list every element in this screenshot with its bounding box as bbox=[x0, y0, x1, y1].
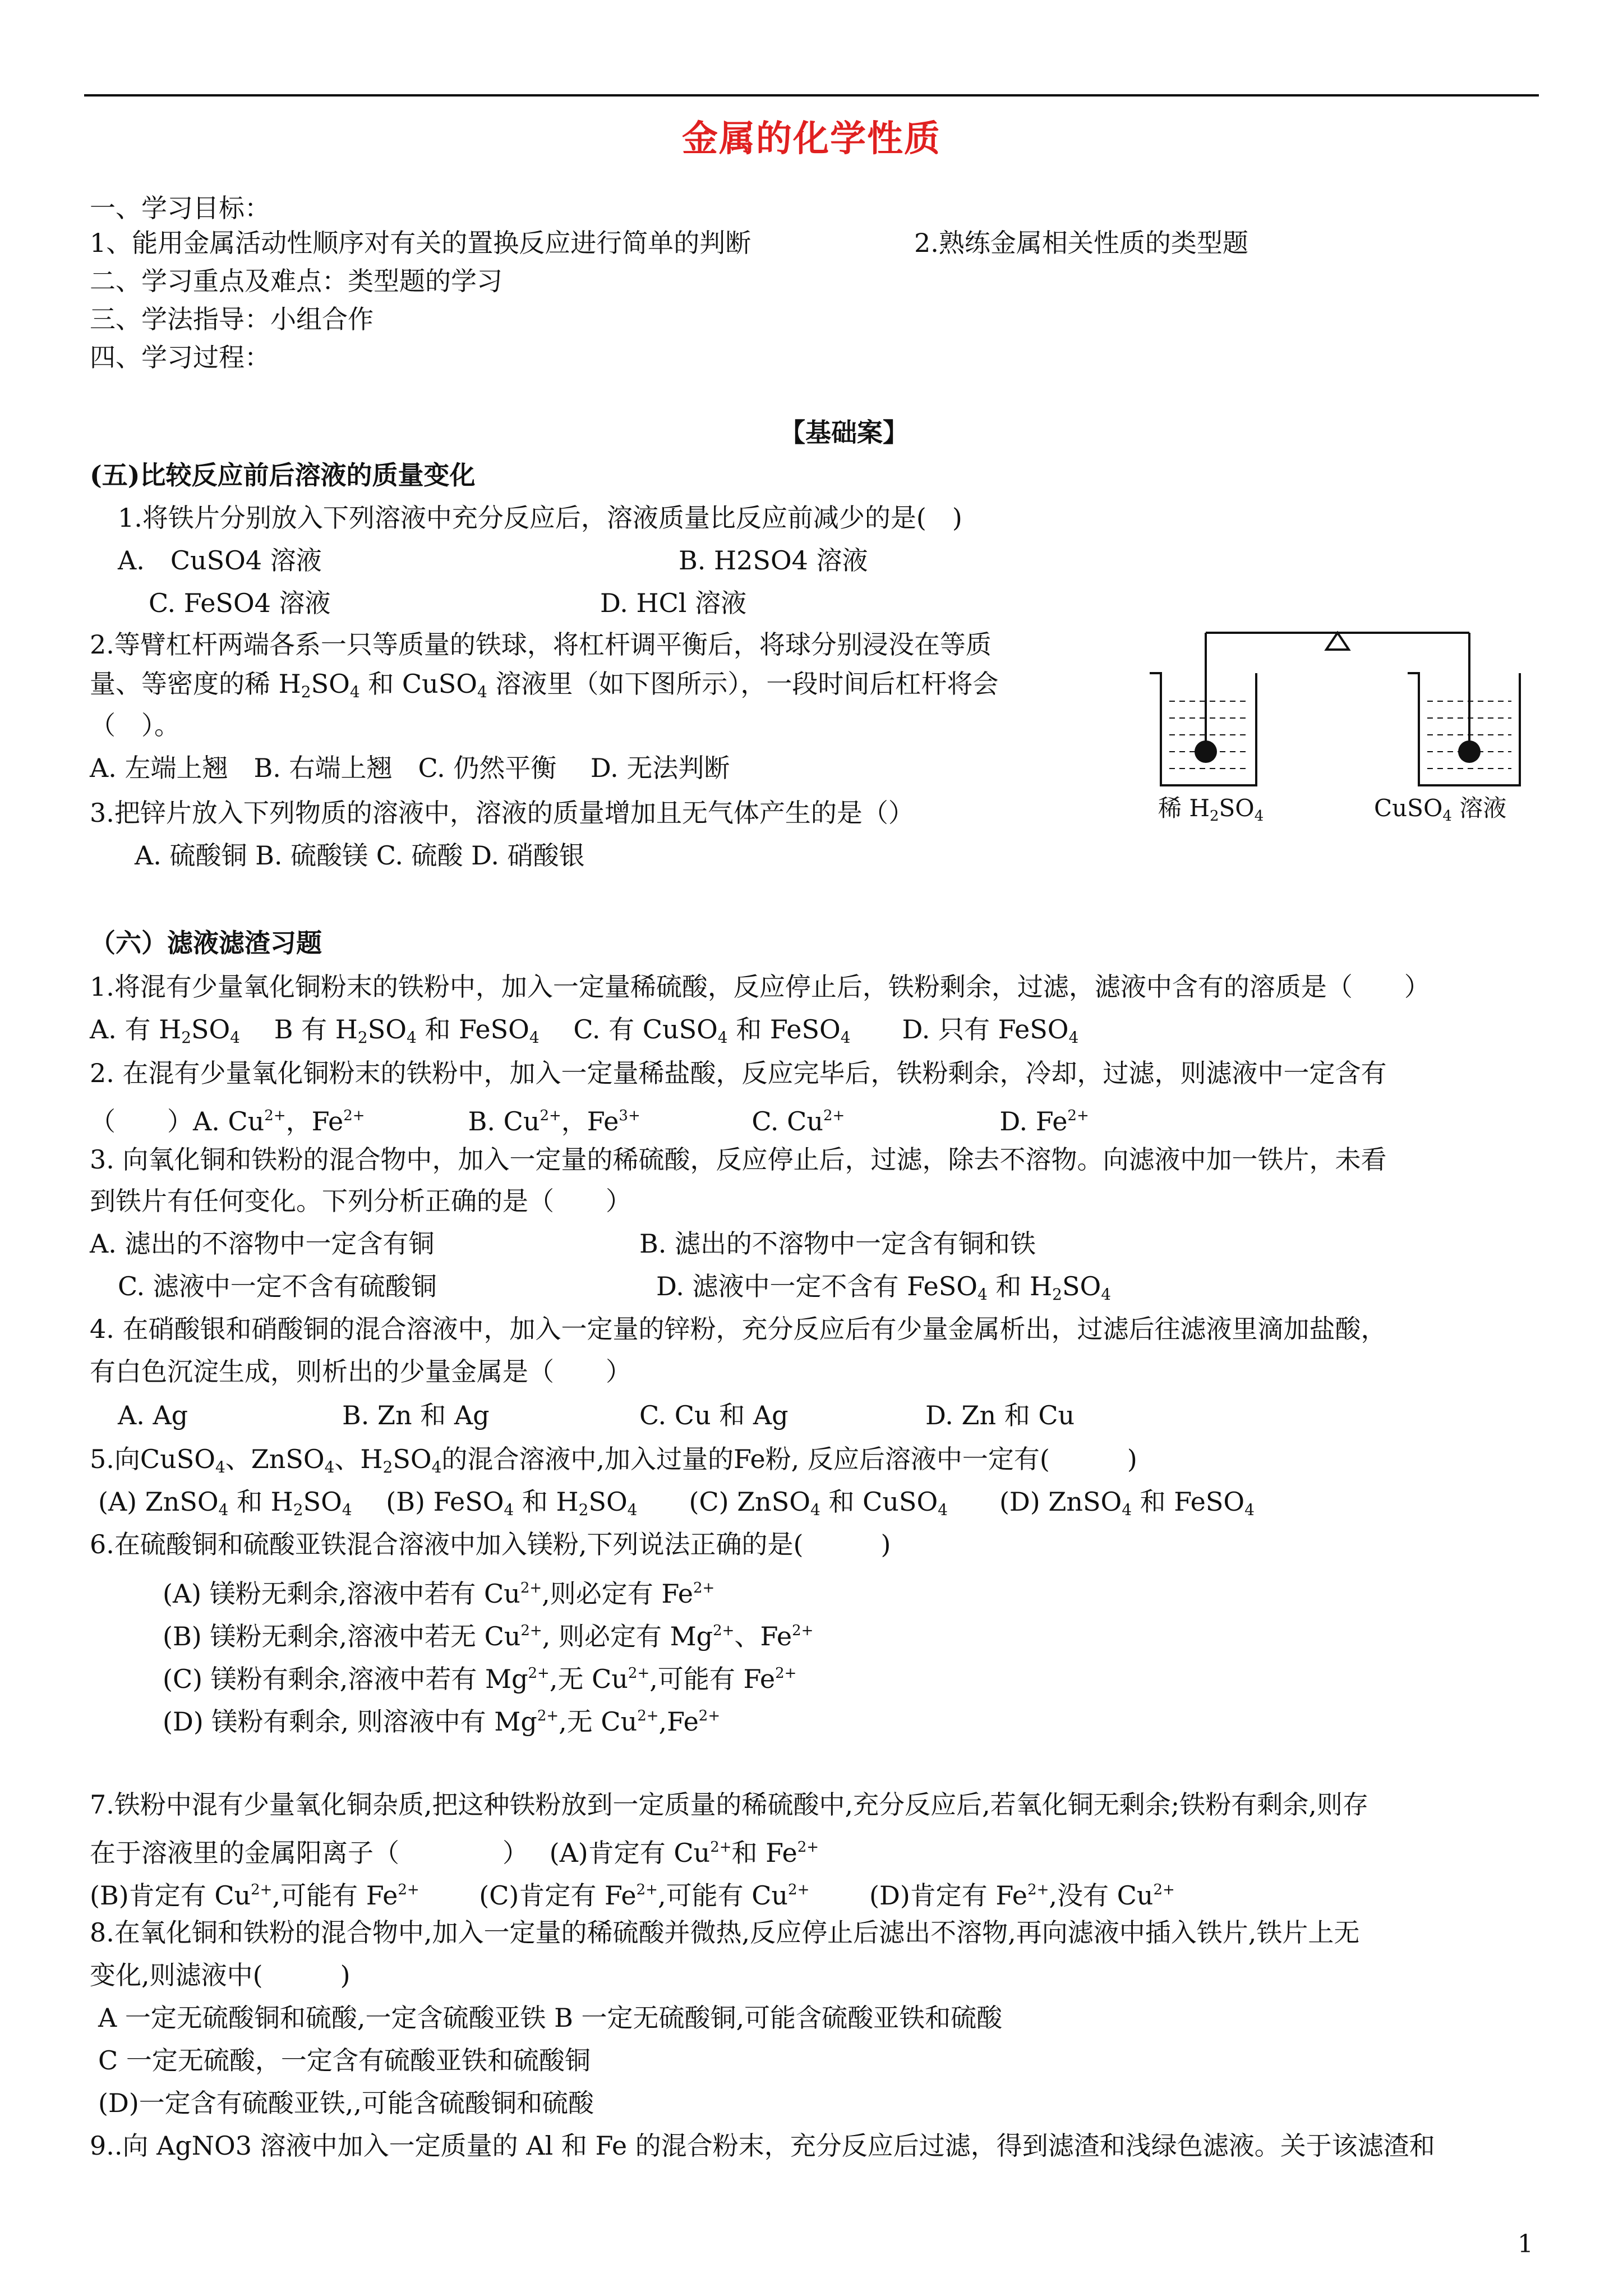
p6-q8-stem2: 变化,则滤液中( ) bbox=[90, 1960, 351, 1990]
p6-q6-option-c: (C) 镁粉有剩余,溶液中若有 $Mg^{2+}$,无 $Cu^{2+}$,可能有 $Fe^{2+}$ bbox=[163, 1664, 797, 1694]
right-iron-ball-icon bbox=[1458, 740, 1481, 763]
p5-q1-option-a: A. CuSO4 溶液 bbox=[118, 545, 322, 576]
p6-q1-options: A. 有 $H_2SO_4$ B 有 $H_2SO_4$ 和 FeSO$_4$ C. 有 CuSO$_4$ 和 FeSO$_4$ D. 只有 FeSO$_4$ bbox=[90, 1014, 1079, 1047]
p6-q5-options: (A) ZnSO$_4$ 和 $H_2SO_4$ (B) FeSO$_4$ 和 $H_2SO_4$ (C) ZnSO$_4$ 和 CuSO$_4$ (D) ZnSO$_4$ 和 FeSO$_4$ bbox=[98, 1487, 1255, 1519]
part6-heading: （六）滤液滤渣习题 bbox=[90, 928, 322, 958]
top-rule bbox=[84, 94, 1539, 96]
goals-heading: 一、学习目标： bbox=[90, 193, 270, 223]
lever-balance-icon bbox=[1206, 633, 1469, 746]
p6-q5-stem: 5.向CuSO$_4$、ZnSO$_4$、$H_2SO_4$的混合溶液中,加入过量的Fe粉, 反应后溶液中一定有( ) bbox=[90, 1444, 1137, 1476]
left-beaker-icon bbox=[1150, 673, 1256, 785]
goal-1: 1、能用金属活动性顺序对有关的置换反应进行简单的判断 bbox=[90, 228, 751, 258]
p6-q3-option-b: B. 滤出的不溶物中一定含有铜和铁 bbox=[639, 1228, 1036, 1259]
p6-q3-option-a: A. 滤出的不溶物中一定含有铜 bbox=[90, 1228, 435, 1259]
p6-q8-option-d: (D)一定含有硫酸亚铁,,可能含硫酸铜和硫酸 bbox=[98, 2088, 594, 2118]
p6-q7-options: (B)肯定有 $Cu^{2+}$,可能有 $Fe^{2+}$ (C)肯定有 $Fe^{2+}$,可能有 $Cu^{2+}$ (D)肯定有 $Fe^{2+}$,没有 $Cu^{2+}$ bbox=[90, 1880, 1175, 1911]
p5-q1-option-d: D. HCl 溶液 bbox=[600, 588, 747, 618]
p5-q2-line1: 2.等臂杠杆两端各系一只等质量的铁球，将杠杆调平衡后，将球分别浸没在等质 bbox=[90, 629, 992, 660]
p6-q6-option-a: (A) 镁粉无剩余,溶液中若有 $Cu^{2+}$,则必定有 $Fe^{2+}$ bbox=[163, 1579, 715, 1609]
figure-label-left: 稀 H2SO4 bbox=[1158, 794, 1264, 825]
page-number: 1 bbox=[1518, 2230, 1533, 2258]
lever-beaker-figure bbox=[1138, 617, 1565, 830]
p6-q4-stem2: 有白色沉淀生成，则析出的少量金属是（ ） bbox=[90, 1356, 631, 1387]
p5-q2-options: A. 左端上翘 B. 右端上翘 C. 仍然平衡 D. 无法判断 bbox=[90, 753, 730, 783]
left-iron-ball-icon bbox=[1195, 740, 1217, 763]
p6-q8-stem1: 8.在氧化铜和铁粉的混合物中,加入一定量的稀硫酸并微热,反应停止后滤出不溶物,再向滤液中插入铁片,铁片上无 bbox=[90, 1917, 1360, 1948]
page-title: 金属的化学性质 bbox=[682, 118, 941, 160]
p5-q1-option-c: C. FeSO4 溶液 bbox=[149, 588, 331, 618]
figure-label-right: CuSO4 溶液 bbox=[1374, 794, 1507, 825]
p6-q8-option-c: C 一定无硫酸，一定含有硫酸亚铁和硫酸铜 bbox=[98, 2045, 591, 2076]
p6-q6-option-d: (D) 镁粉有剩余, 则溶液中有 $Mg^{2+}$,无 $Cu^{2+},Fe^{2+}$ bbox=[163, 1706, 721, 1737]
p6-q9-stem: 9..向 AgNO3 溶液中加入一定质量的 Al 和 Fe 的混合粉末，充分反应后过滤，得到滤渣和浅绿色滤液。关于该滤渣和 bbox=[90, 2131, 1435, 2161]
p6-q3-stem2: 到铁片有任何变化。下列分析正确的是（ ） bbox=[90, 1186, 631, 1216]
p6-q2-stem: 2. 在混有少量氧化铜粉末的铁粉中，加入一定量稀盐酸，反应完毕后，铁粉剩余，冷却，过滤，则滤液中一定含有 bbox=[90, 1058, 1387, 1088]
p6-q3-option-c: C. 滤液中一定不含有硫酸铜 bbox=[118, 1271, 437, 1301]
p5-q2-line2: 量、等密度的稀 $H_2SO_4$ 和 CuSO$_4$ 溶液里（如下图所示），一段时间后杠杆将会 bbox=[90, 669, 999, 701]
p6-q1-stem: 1.将混有少量氧化铜粉末的铁粉中，加入一定量稀硫酸，反应停止后，铁粉剩余，过滤，滤液中含有的溶质是（ ） bbox=[90, 972, 1430, 1002]
p5-q2-line3: （ ）。 bbox=[90, 710, 180, 740]
key-points: 二、学习重点及难点：类型题的学习 bbox=[90, 266, 502, 296]
p6-q6-option-b: (B) 镁粉无剩余,溶液中若无 $Cu^{2+}$, 则必定有 $Mg^{2+}$、$Fe^{2+}$ bbox=[163, 1621, 814, 1651]
p5-q1-option-b: B. H2SO4 溶液 bbox=[679, 545, 868, 576]
p6-q7-stem1: 7.铁粉中混有少量氧化铜杂质,把这种铁粉放到一定质量的稀硫酸中,充分反应后,若氧化铜无剩余;铁粉有剩余,则存 bbox=[90, 1789, 1368, 1820]
goal-2: 2.熟练金属相关性质的类型题 bbox=[914, 228, 1248, 258]
p6-q2-options: （ ）A. $Cu^{2+}$，$Fe^{2+}$ B. $Cu^{2+}$，$Fe^{3+}$ C. $Cu^{2+}$ D. $Fe^{2+}$ bbox=[90, 1106, 1089, 1137]
study-process: 四、学习过程： bbox=[90, 342, 270, 372]
p6-q4-option-d: D. Zn 和 Cu bbox=[925, 1400, 1075, 1430]
p6-q3-option-d: D. 滤液中一定不含有 FeSO$_4$ 和 $H_2SO_4$ bbox=[656, 1271, 1112, 1304]
section-basic: 【基础案】 bbox=[780, 417, 909, 448]
p6-q3-stem1: 3. 向氧化铜和铁粉的混合物中，加入一定量的稀硫酸，反应停止后，过滤，除去不溶物。向滤液中加一铁片，未看 bbox=[90, 1144, 1387, 1175]
p6-q4-option-c: C. Cu 和 Ag bbox=[639, 1400, 789, 1430]
p6-q4-option-a: A. Ag bbox=[118, 1400, 188, 1430]
p6-q4-option-b: B. Zn 和 Ag bbox=[342, 1400, 490, 1430]
p6-q6-stem: 6.在硫酸铜和硫酸亚铁混合溶液中加入镁粉,下列说法正确的是( ) bbox=[90, 1529, 891, 1559]
study-method: 三、学法指导：小组合作 bbox=[90, 304, 374, 334]
p5-q1-stem: 1.将铁片分别放入下列溶液中充分反应后，溶液质量比反应前减少的是( ) bbox=[118, 503, 962, 533]
p6-q4-stem1: 4. 在硝酸银和硝酸铜的混合溶液中，加入一定量的锌粉，充分反应后有少量金属析出，过滤后往滤液里滴加盐酸， bbox=[90, 1314, 1387, 1344]
p6-q8-option-ab: A 一定无硫酸铜和硫酸,一定含硫酸亚铁 B 一定无硫酸铜,可能含硫酸亚铁和硫酸 bbox=[98, 2003, 1003, 2033]
part5-heading: (五)比较反应前后溶液的质量变化 bbox=[90, 460, 476, 490]
p5-q3-options: A. 硫酸铜 B. 硫酸镁 C. 硫酸 D. 硝酸银 bbox=[135, 840, 585, 871]
p5-q3-stem: 3.把锌片放入下列物质的溶液中，溶液的质量增加且无气体产生的是（） bbox=[90, 798, 914, 828]
right-beaker-icon bbox=[1408, 673, 1520, 785]
p6-q7-stem2: 在于溶液里的金属阳离子（ ） (A)肯定有 $Cu^{2+}$和 $Fe^{2+}$ bbox=[90, 1838, 819, 1868]
